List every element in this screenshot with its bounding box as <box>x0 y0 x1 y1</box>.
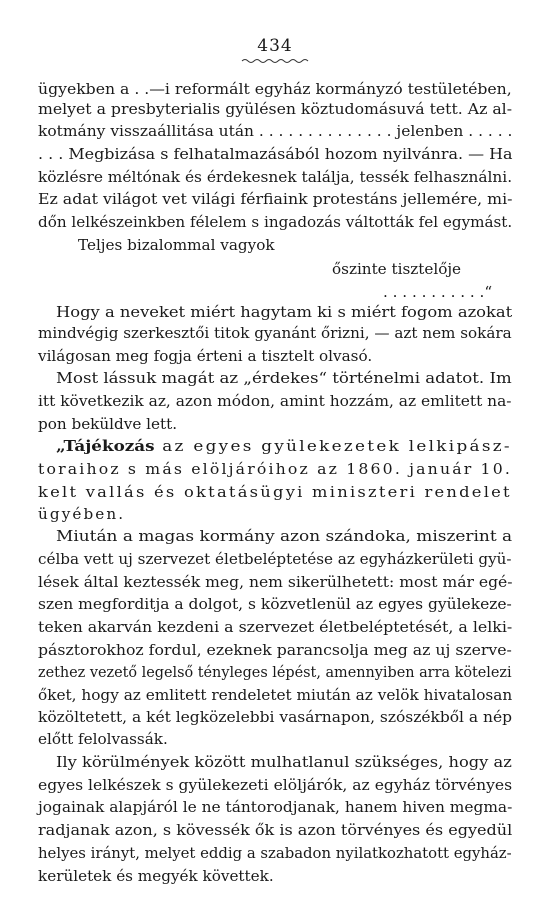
text-line: kelt vallás és oktatásügyi miniszteri rendelet <box>38 483 512 501</box>
text-line: pon beküldve lett. <box>38 415 178 433</box>
text-line: dőn lelkészeinkben félelem s ingadozás váltották fel egymást. <box>38 213 513 231</box>
text-line: jogainak alapjáról le ne tántorodjanak, hanem hiven megma- <box>38 798 513 816</box>
text-line: Most lássuk magát az „érdekes“ történelmi adatot. Im <box>56 369 512 387</box>
text-line: . . . Megbizása s felhatalmazásából hozom nyilvánra. — Ha <box>38 145 513 163</box>
text-line: . . . . . . . . . . .“ <box>383 283 493 301</box>
text-line: egyes lelkészek s gyülekezeti elöljárók, az egyház törvényes <box>38 776 513 794</box>
text-line: közlésre méltónak és érdekesnek találja, tessék felhasználni. <box>38 168 513 186</box>
spaced-heading-text: az egyes gyülekezetek lelkipász- <box>154 437 512 455</box>
text-line: célba vett uj szervezet életbeléptetése az egyházkerületi gyü- <box>38 550 512 568</box>
text-line: ügyében. <box>38 505 126 523</box>
text-line: Ily körülmények között mulhatlanul szükséges, hogy az <box>56 753 512 771</box>
bold-heading-word: „Tájékozás <box>56 437 155 455</box>
text-line: pásztorokhoz fordul, ezeknek parancsolja meg az uj szerve- <box>38 641 512 659</box>
page-number: 434 <box>257 36 293 56</box>
text-line: radjanak azon, s kövessék ők is azon törvényes és egyedül <box>38 821 513 839</box>
text-line: Ez adat világot vet világi férfiaink protestáns jellemére, mi- <box>38 190 513 208</box>
text-line: kerületek és megyék követtek. <box>38 867 274 885</box>
text-line: teken akarván kezdeni a szervezet életbeléptetését, a lelki- <box>38 618 513 636</box>
text-line: Miután a magas kormány azon szándoka, miszerint a <box>56 527 513 545</box>
text-line: szen megforditja a dolgot, s közvetlenül az egyes gyülekeze- <box>38 595 512 613</box>
text-line: Teljes bizalommal vagyok <box>78 236 275 254</box>
text-line: őszinte tisztelője <box>332 260 462 278</box>
ornament-divider <box>240 57 310 65</box>
text-line: itt következik az, azon módon, amint hozzám, az emlitett na- <box>38 392 512 410</box>
text-line: toraihoz s más elöljáróihoz az 1860. január 10. <box>38 460 513 478</box>
text-line: ügyekben a . .—i reformált egyház kormányzó testületében, <box>38 80 512 98</box>
text-line: zethez vezető legelső tényleges lépést, amennyiben arra kötelezi <box>38 663 512 681</box>
text-line: közöltetett, a két legközelebbi vasárnapon, szószékből a nép <box>38 708 513 726</box>
text-line: világosan meg fogja érteni a tisztelt olvasó. <box>38 347 373 365</box>
text-line: Hogy a neveket miért hagytam ki s miért fogom azokat <box>56 303 513 321</box>
text-line: lések által keztessék meg, nem sikerülhetett: most már egé- <box>38 573 513 591</box>
text-line: előtt felolvassák. <box>38 730 168 748</box>
text-line: helyes irányt, melyet eddig a szabadon nyilatkozhatott egyház- <box>38 844 512 862</box>
text-line: kotmány visszaállitása után . . . . . . . . . . . . . . jelenben . . . . . <box>38 122 513 140</box>
text-line: őket, hogy az emlitett rendeletet miután az velök hivatalosan <box>38 686 513 704</box>
text-line: mindvégig szerkesztői titok gyanánt őrizni, — azt nem sokára <box>38 324 512 342</box>
text-line: melyet a presbyterialis gyülésen köztudomásuvá tett. Az al- <box>38 100 512 118</box>
text-line <box>56 436 512 456</box>
